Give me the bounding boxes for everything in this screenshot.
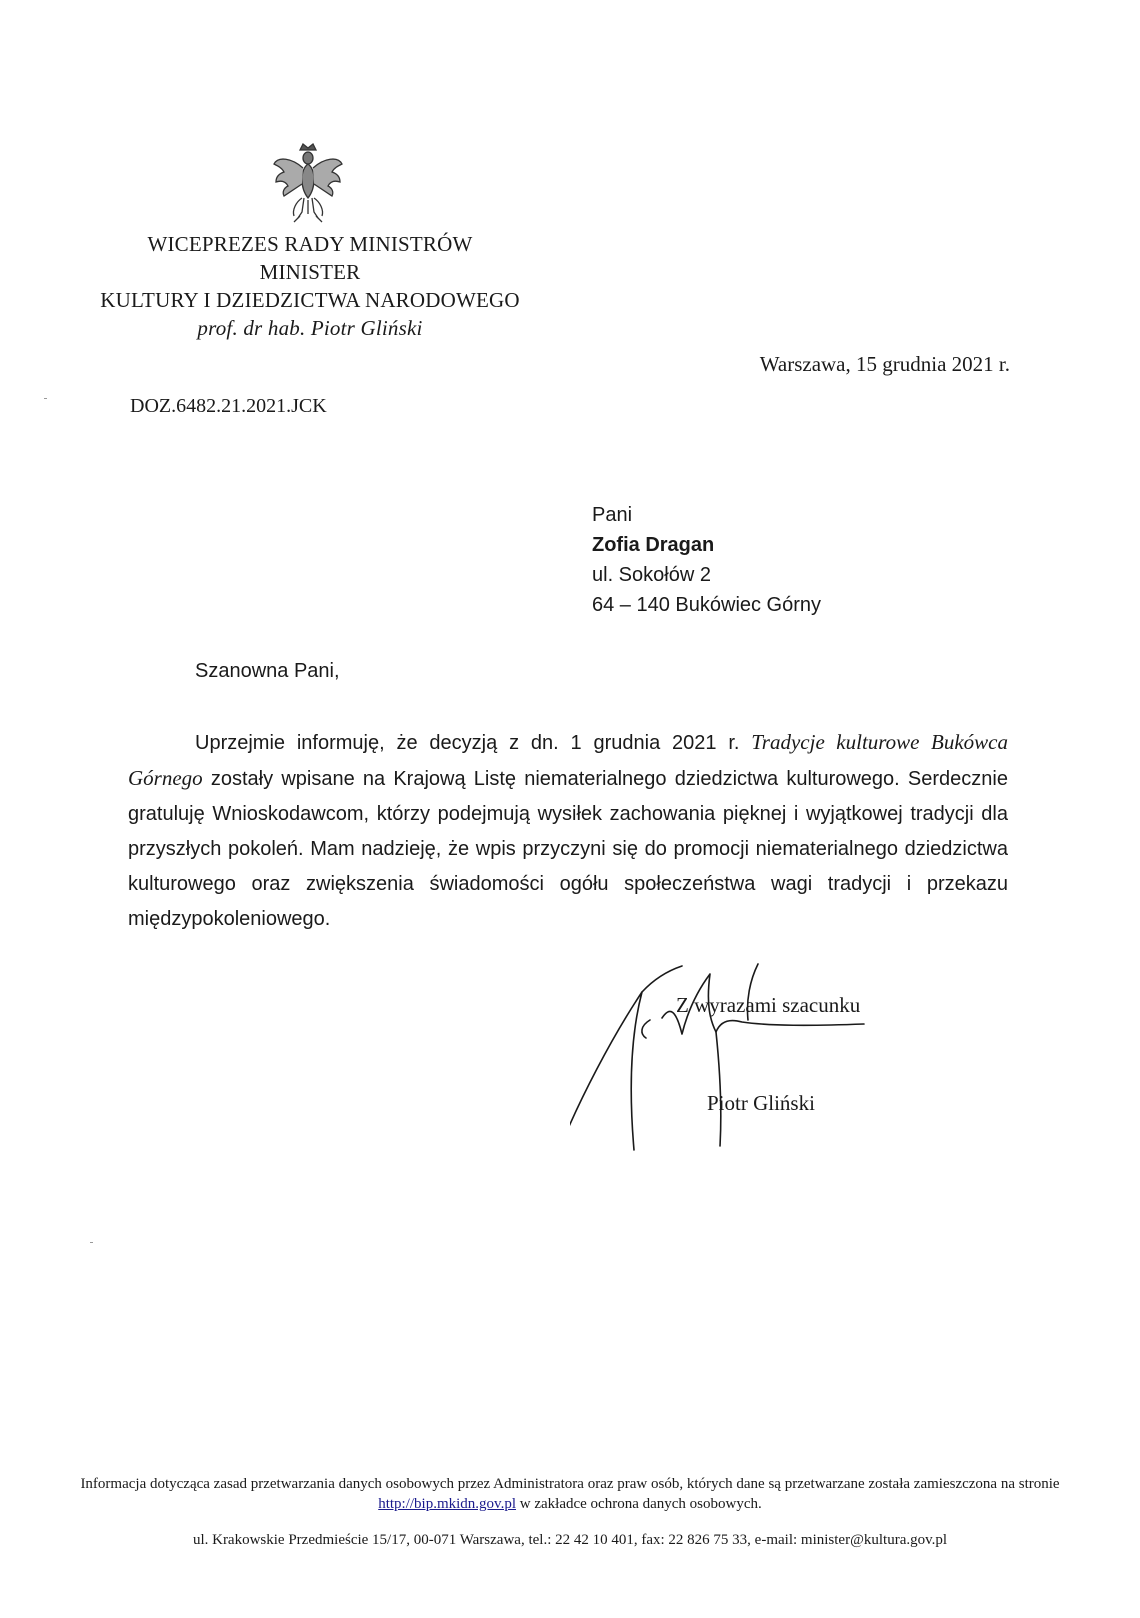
signatory-name: Piotr Gliński	[707, 1091, 815, 1115]
recipient-address	[592, 500, 821, 620]
sender-name: prof. dr hab. Piotr Gliński	[197, 316, 423, 340]
eagle-emblem-icon	[270, 140, 346, 224]
ministry-contact-address: ul. Krakowskie Przedmieście 15/17, 00-071 Warszawa, tel.: 22 42 10 401, fax: 22 826 75 33, e-mail: minister@kultura.gov.pl	[192, 1532, 948, 1548]
recipient-street: ul. Sokołów 2	[592, 564, 711, 586]
bip-link[interactable]: http://bip.mkidn.gov.pl	[378, 1496, 517, 1512]
body-text-part1: Uprzejmie informuję, że decyzją z dn. 1 grudnia 2021 r.	[195, 732, 752, 754]
recipient-city: 64 – 140 Bukówiec Górny	[592, 594, 822, 616]
sender-header	[80, 230, 540, 342]
recipient-name: Zofia Dragan	[592, 534, 715, 556]
sender-title-line2: MINISTER	[259, 260, 361, 284]
letter-body	[128, 725, 1008, 937]
notice-text-part1: Informacja dotycząca zasad przetwarzania danych osobowych przez Administratora oraz praw osób, których dane są przetwarzane została zamieszczona na stronie	[80, 1476, 1060, 1492]
recipient-title: Pani	[592, 504, 633, 526]
handwritten-signature	[570, 960, 910, 1200]
body-italic-title: Tradycje kulturowe Bukówca Górnego	[128, 730, 1008, 790]
closing-phrase: Z wyrazami szacunku	[676, 993, 861, 1017]
sender-title-line3: KULTURY I DZIEDZICTWA NARODOWEGO	[100, 288, 520, 312]
data-protection-notice	[80, 1474, 1060, 1514]
salutation: Szanowna Pani,	[195, 660, 340, 682]
letter-date: Warszawa, 15 grudnia 2021 r.	[759, 352, 1010, 376]
body-text-part2: zostały wpisane na Krajową Listę niematerialnego dziedzictwa kulturowego. Serdecznie gratuluję Wnioskodawcom, którzy podejmują wysiłek zachowania pięknej i wyjątkowej tradycji dla przyszłych pokoleń. Mam nadzieję, że wpis przyczyni się do promocji niematerialnego dziedzictwa kulturowego oraz zwiększenia świadomości ogółu społeczeństwa wagi tradycji i przekazu międzypokoleniowego.	[128, 768, 1008, 930]
notice-text-part2: w zakładce ochrona danych osobowych.	[516, 1496, 762, 1512]
reference-number: DOZ.6482.21.2021.JCK	[130, 395, 327, 417]
scan-speck	[90, 1242, 93, 1243]
scan-speck	[44, 398, 47, 399]
sender-title-line1: WICEPREZES RADY MINISTRÓW	[147, 232, 473, 256]
